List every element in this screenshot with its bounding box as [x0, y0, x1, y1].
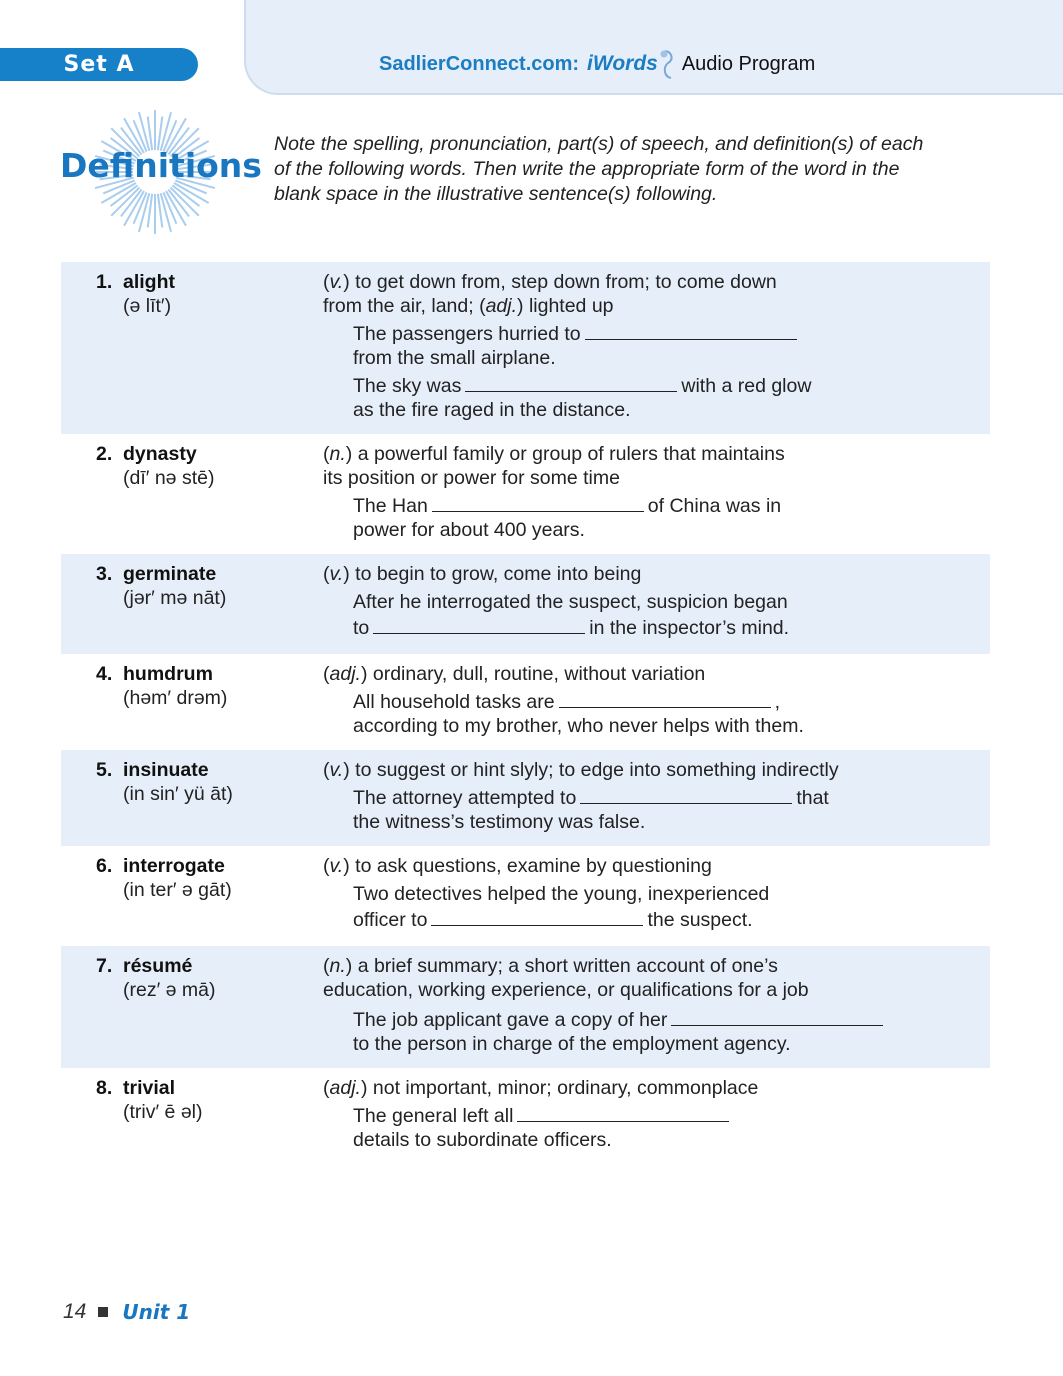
entry-number: 2.	[96, 443, 113, 465]
answer-blank[interactable]	[373, 617, 585, 634]
definitions-title: Definitions	[60, 146, 262, 185]
definition-text: its position or power for some time	[323, 467, 620, 489]
example-text: The job applicant gave a copy of her	[353, 1009, 668, 1031]
answer-blank[interactable]	[517, 1105, 729, 1122]
entry-dynasty: 2. dynasty (dī′ nə stē) (n.) a powerful family or group of rulers that maintains its position or power for some time The Han of China was in power for about 400 years.	[96, 443, 785, 541]
page-footer	[63, 1300, 190, 1324]
example-text: that	[796, 787, 829, 809]
definition-text: to get down from, step down from; to come down	[355, 271, 777, 293]
entry-number: 8.	[96, 1077, 113, 1099]
answer-blank[interactable]	[671, 1009, 883, 1026]
example-text: of China was in	[647, 495, 782, 517]
example-text: power for about 400 years.	[353, 519, 585, 541]
entry-alight	[61, 262, 990, 434]
entry-definition: (v.) to get down from, step down from; to come down	[323, 271, 777, 293]
example-text: ,	[774, 691, 781, 713]
answer-blank[interactable]	[580, 787, 792, 804]
entry-word: dynasty	[123, 443, 197, 465]
definition-text: education, working experience, or qualifications for a job	[323, 979, 809, 1001]
definition-text: ordinary, dull, routine, without variation	[372, 663, 706, 685]
instructions: Note the spelling, pronunciation, part(s) of speech, and definition(s) of each of the following words. Then write the appropriate form of the word in the blank space in the illustrative sentence(s) following.	[274, 133, 924, 205]
entry-resume: 7. résumé (rez′ ə mā) (n.) a brief summary; a short written account of one’s education, working experience, or qualifications for a job The job applicant gave a copy of her to the person in charge of the employment agency.	[61, 946, 990, 1068]
example-text: Two detectives helped the young, inexperienced	[353, 883, 770, 905]
entry-word: alight	[123, 271, 175, 293]
entry-pronunciation: (in ter′ ə gāt)	[123, 879, 232, 901]
entry-pronunciation: (ə līt′)	[123, 295, 172, 317]
example-text: with a red glow	[681, 375, 812, 397]
iwords-logo: iWords	[587, 52, 658, 75]
part-of-speech: adj.	[329, 663, 361, 685]
entry-number: 6.	[96, 855, 113, 877]
entry-word: trivial	[123, 1077, 176, 1099]
definition-text: from the air, land; (	[323, 295, 486, 317]
entry-pronunciation: (rez′ ə mā)	[123, 979, 216, 1001]
entry-number: 1.	[96, 271, 113, 293]
example-text: the witness’s testimony was false.	[353, 811, 646, 833]
entry-pronunciation: (həm′ drəm)	[123, 687, 228, 709]
entry-word: insinuate	[123, 759, 209, 781]
entry-number: 4.	[96, 663, 113, 685]
example-text: After he interrogated the suspect, suspicion began	[353, 591, 788, 613]
example-text: the suspect.	[647, 909, 753, 931]
example-text: according to my brother, who never helps with them.	[353, 715, 804, 737]
definition-text: to ask questions, examine by questioning	[355, 855, 712, 877]
definition-text: not important, minor; ordinary, commonplace	[372, 1077, 759, 1099]
entry-pronunciation: (triv′ ē əl)	[123, 1101, 203, 1123]
definition-text: ) lighted up	[517, 295, 614, 317]
part-of-speech: v.	[329, 271, 344, 293]
entry-number: 3.	[96, 563, 113, 585]
answer-blank[interactable]	[432, 495, 644, 512]
entry-number: 7.	[96, 955, 113, 977]
entry-pronunciation: (dī′ nə stē)	[123, 467, 215, 489]
audio-program-link[interactable]	[379, 48, 815, 80]
part-of-speech: n.	[329, 443, 346, 465]
page-number: 14	[63, 1300, 87, 1323]
entries-list	[61, 262, 990, 1168]
entry-word: humdrum	[123, 663, 213, 685]
example-text: The attorney attempted to	[353, 787, 577, 809]
example-text: in the inspector’s mind.	[589, 617, 790, 639]
part-of-speech: adj.	[329, 1077, 361, 1099]
site-name[interactable]: SadlierConnect.com:	[379, 52, 580, 75]
entry-trivial: 8. trivial (triv′ ē əl) (adj.) not important, minor; ordinary, commonplace The general left all details to subordinate officers.	[96, 1077, 759, 1151]
entry-word: germinate	[123, 563, 217, 585]
definition-text: to begin to grow, come into being	[355, 563, 642, 585]
definition-text: to suggest or hint slyly; to edge into something indirectly	[355, 759, 839, 781]
entry-insinuate: 5. insinuate (in sin′ yü āt) (v.) to suggest or hint slyly; to edge into something indirectly The attorney attempted to that the witness’s testimony was false.	[61, 750, 990, 846]
example-text: The sky was	[353, 375, 462, 397]
example-text: from the small airplane.	[353, 347, 556, 369]
part-of-speech: v.	[329, 759, 344, 781]
part-of-speech: adj.	[485, 295, 518, 317]
example-text: as the fire raged in the distance.	[353, 399, 631, 421]
part-of-speech: v.	[329, 855, 344, 877]
example-text: to the person in charge of the employment agency.	[353, 1033, 791, 1055]
example-text: officer to	[353, 909, 428, 931]
entry-germinate: 3. germinate (jər′ mə nāt) (v.) to begin to grow, come into being After he interrogated the suspect, suspicion began to in the inspector’s mind.	[61, 554, 990, 654]
set-label: Set A	[0, 48, 198, 81]
entry-number: 5.	[96, 759, 113, 781]
entry-pronunciation: (jər′ mə nāt)	[123, 587, 227, 609]
earbud-icon	[658, 49, 676, 79]
entry-interrogate: 6. interrogate (in ter′ ə gāt) (v.) to ask questions, examine by questioning Two detectives helped the young, inexperienced officer to the suspect.	[96, 855, 770, 931]
entry-word: résumé	[123, 955, 193, 977]
square-bullet-icon	[98, 1307, 108, 1317]
example-text: The passengers hurried to	[353, 323, 581, 345]
example-text: to	[353, 617, 370, 639]
answer-blank[interactable]	[559, 691, 771, 708]
example-text: details to subordinate officers.	[353, 1129, 612, 1151]
example-text: All household tasks are	[353, 691, 555, 713]
definition-text: a powerful family or group of rulers that maintains	[357, 443, 785, 465]
example-text: The general left all	[353, 1105, 514, 1127]
entry-pronunciation: (in sin′ yü āt)	[123, 783, 233, 805]
part-of-speech: v.	[329, 563, 344, 585]
unit-label: Unit 1	[122, 1300, 191, 1324]
example-text: The Han	[353, 495, 428, 517]
part-of-speech: n.	[329, 955, 346, 977]
entry-humdrum: 4. humdrum (həm′ drəm) (adj.) ordinary, dull, routine, without variation All household tasks are , according to my brother, who never helps with them.	[96, 663, 804, 737]
audio-program-label: Audio Program	[681, 52, 816, 75]
entry-word: interrogate	[123, 855, 225, 877]
answer-blank[interactable]	[431, 909, 643, 926]
answer-blank[interactable]	[465, 375, 677, 392]
definition-text: a brief summary; a short written account of one’s	[357, 955, 778, 977]
answer-blank[interactable]	[585, 323, 797, 340]
